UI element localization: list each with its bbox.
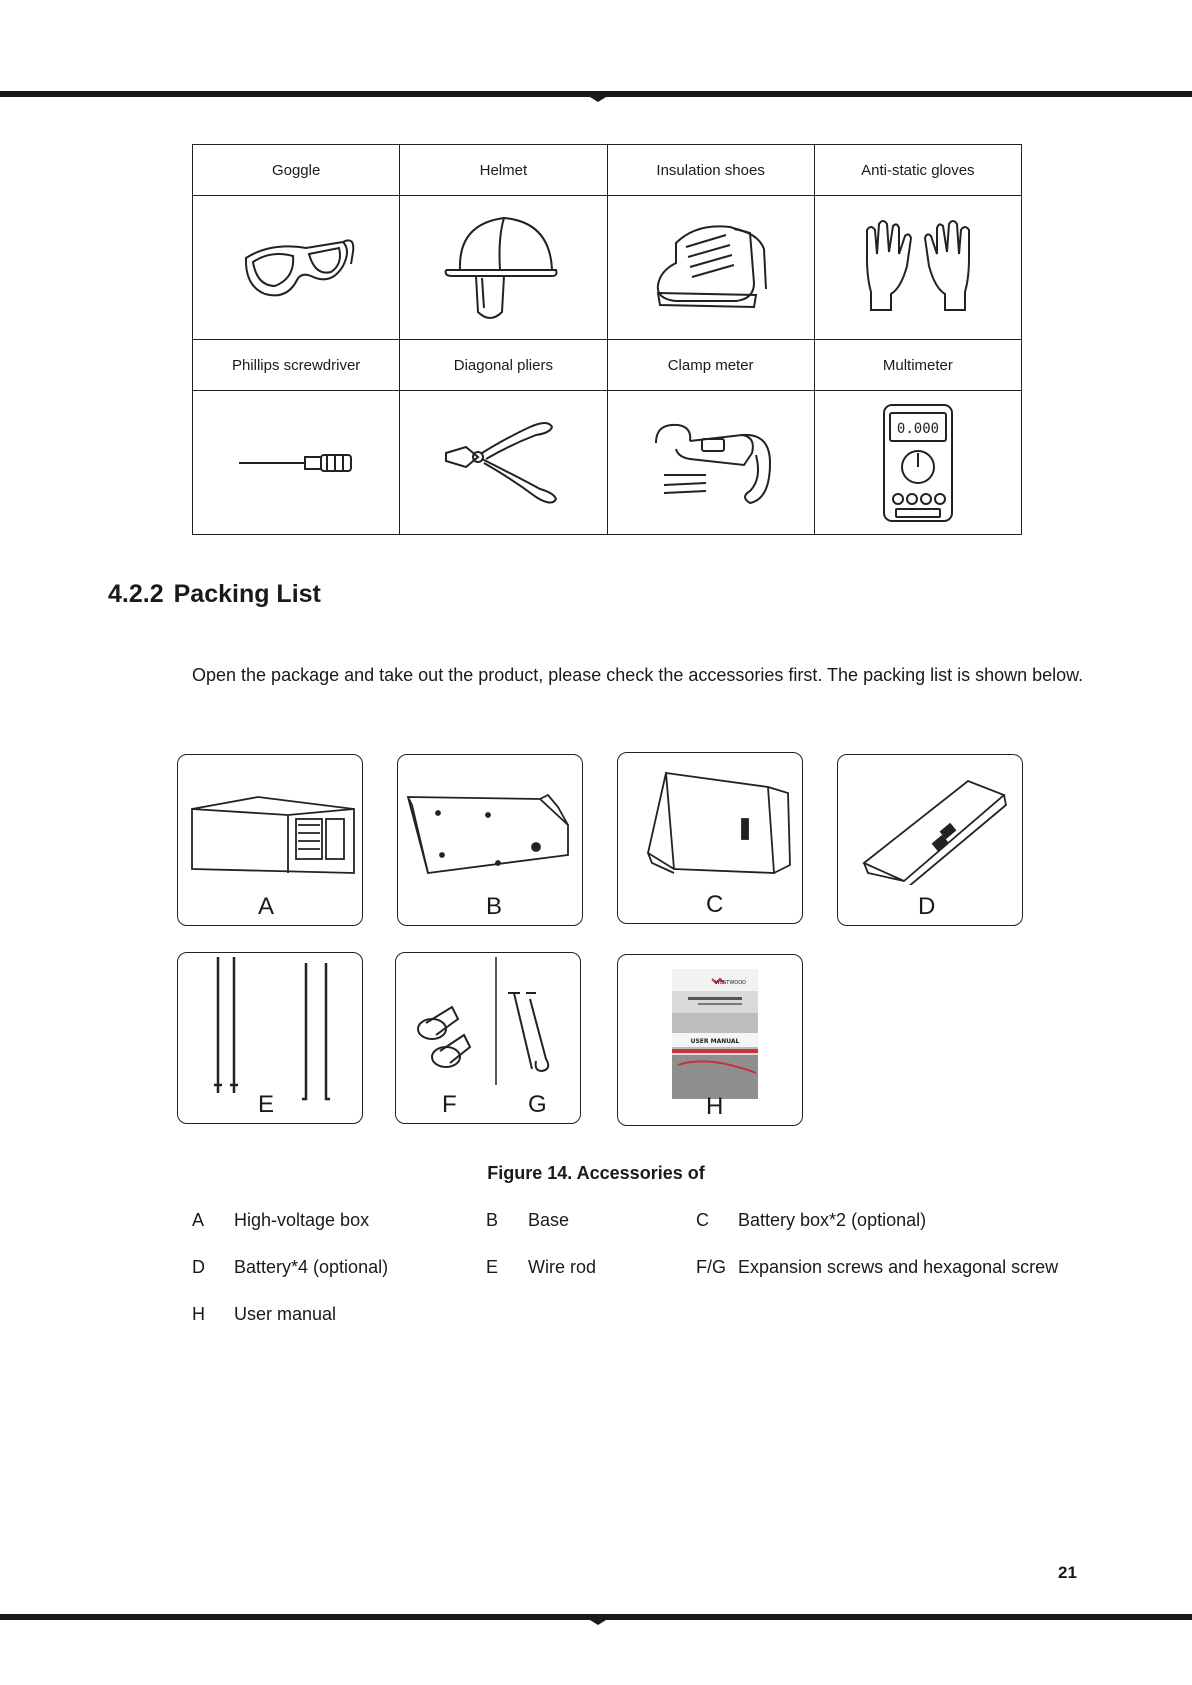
accessory-letter: D xyxy=(918,893,936,920)
battery-box-icon xyxy=(618,753,804,883)
legend-row xyxy=(192,1304,1092,1351)
accessory-box-e xyxy=(177,952,363,1124)
table-cell-label: Helmet xyxy=(400,145,607,196)
helmet-icon xyxy=(438,208,568,328)
accessory-letter: C xyxy=(706,891,724,918)
accessory-letter: H xyxy=(706,1093,724,1120)
table-cell-image xyxy=(814,391,1021,535)
accessory-box-b xyxy=(397,754,583,926)
accessory-letter: B xyxy=(486,893,503,920)
clamp-meter-icon xyxy=(646,413,776,513)
legend-key: F/G xyxy=(696,1257,726,1277)
accessory-letter: G xyxy=(528,1091,547,1118)
table-cell-label: Multimeter xyxy=(814,340,1021,391)
table-cell-label: Anti-static gloves xyxy=(814,145,1021,196)
accessory-letter: A xyxy=(258,893,275,920)
legend-value: User manual xyxy=(234,1304,337,1324)
legend-value: Battery box*2 (optional) xyxy=(738,1210,927,1230)
table-cell-label: Phillips screwdriver xyxy=(193,340,400,391)
legend-value: Wire rod xyxy=(528,1257,597,1277)
table-cell-label: Clamp meter xyxy=(607,340,814,391)
accessory-box-fg xyxy=(395,952,581,1124)
screwdriver-icon xyxy=(231,443,361,483)
accessory-box-d xyxy=(837,754,1023,926)
section-heading xyxy=(108,580,331,609)
table-cell-image xyxy=(193,196,400,340)
table-cell-image xyxy=(607,196,814,340)
goggle-icon xyxy=(231,228,361,308)
base-icon xyxy=(398,755,584,885)
legend-key: E xyxy=(486,1257,499,1277)
screws-icon xyxy=(396,953,582,1103)
table-cell-image xyxy=(607,391,814,535)
legend-key: D xyxy=(192,1257,205,1277)
legend-key: H xyxy=(192,1304,205,1324)
accessory-legend xyxy=(192,1210,1092,1351)
legend-value: Expansion screws and hexagonal screw xyxy=(738,1257,1059,1277)
table-cell-label: Goggle xyxy=(193,145,400,196)
section-number: 4.2.2 xyxy=(108,580,164,608)
header-rule-notch xyxy=(590,97,606,102)
legend-row xyxy=(192,1210,1092,1257)
manual-heading: USER MANUAL xyxy=(690,1038,740,1045)
table-cell-image xyxy=(814,196,1021,340)
accessory-box-c xyxy=(617,752,803,924)
figure-caption: Figure 14. Accessories of xyxy=(487,1163,705,1183)
user-manual-icon xyxy=(618,955,804,1105)
section-title: Packing List xyxy=(173,580,321,608)
multimeter-display: 0.000 xyxy=(896,420,939,437)
legend-value: Battery*4 (optional) xyxy=(234,1257,389,1277)
footer-rule-notch xyxy=(590,1620,606,1625)
diagonal-pliers-icon xyxy=(438,413,568,513)
insulation-shoes-icon xyxy=(646,213,776,323)
multimeter-icon xyxy=(878,401,958,525)
table-cell-image xyxy=(193,391,400,535)
legend-row xyxy=(192,1257,1092,1304)
manual-brand: WESTWOOD xyxy=(715,980,746,986)
battery-icon xyxy=(838,755,1024,885)
page-number: 21 xyxy=(1058,1563,1077,1582)
table-cell-image xyxy=(400,196,607,340)
table-cell-image xyxy=(400,391,607,535)
accessory-letter: F xyxy=(442,1091,457,1118)
table-cell-label: Insulation shoes xyxy=(607,145,814,196)
high-voltage-box-icon xyxy=(178,755,364,885)
legend-value: Base xyxy=(528,1210,570,1230)
safety-tools-table xyxy=(192,144,1022,535)
anti-static-gloves-icon xyxy=(853,218,983,318)
accessory-letter: E xyxy=(258,1091,275,1118)
table-cell-label: Diagonal pliers xyxy=(400,340,607,391)
intro-paragraph: Open the package and take out the product, please check the accessories first. The packing list is shown below. xyxy=(192,665,1084,685)
legend-value: High-voltage box xyxy=(234,1210,370,1230)
accessory-box-a xyxy=(177,754,363,926)
legend-key: B xyxy=(486,1210,499,1230)
legend-key: C xyxy=(696,1210,709,1230)
legend-key: A xyxy=(192,1210,205,1230)
wire-rod-icon xyxy=(178,953,364,1103)
accessory-box-h xyxy=(617,954,803,1126)
